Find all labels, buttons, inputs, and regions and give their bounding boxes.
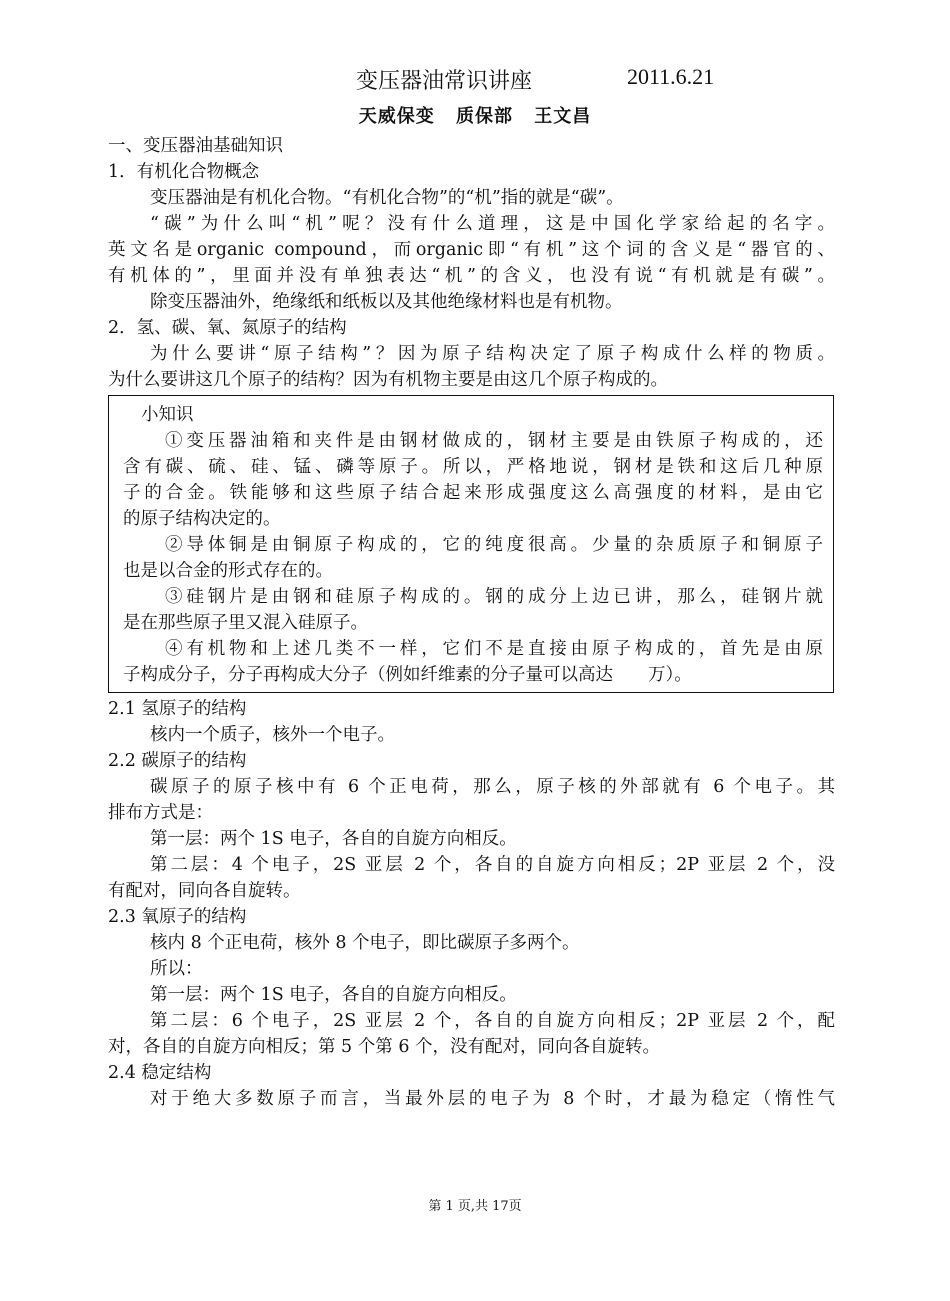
text-line: 第二层：6 个电子，2S 亚层 2 个，各自的自旋方向相反；2P 亚层 2 个，配 <box>150 1011 835 1031</box>
text-line: 核内一个质子，核外一个电子。 <box>150 725 395 745</box>
text-line: 2.3 氧原子的结构 <box>108 907 247 927</box>
text-line: 除变压器油外，绝缘纸和纸板以及其他绝缘材料也是有机物。 <box>150 292 623 312</box>
text-line: 有配对，同向各自旋转。 <box>108 881 301 901</box>
tip-text-line: 也是以合金的形式存在的。 <box>123 561 333 581</box>
intro-section <box>108 133 835 393</box>
tip-text-line: ②导体铜是由铜原子构成的，它的纯度很高。少量的杂质原子和铜原子 <box>165 535 823 555</box>
document-body <box>108 133 835 1112</box>
text-line: 对于绝大多数原子而言，当最外层的电子为 8 个时，才最为稳定（惰性气 <box>150 1089 835 1109</box>
tip-box-title: 小知识 <box>141 405 194 425</box>
page-footer: 第 1 页,共 17页 <box>428 1199 522 1214</box>
text-line: 一、变压器油基础知识 <box>108 136 283 156</box>
text-line: 有机体的”，里面并没有单独表达“机”的含义，也没有说“有机就是有碳”。 <box>108 266 835 286</box>
text-line: 英文名是organic compound，而organic即“有机”这个词的含义是“器官的、 <box>108 240 835 260</box>
tip-text-line: 子构成分子，分子再构成大分子（例如纤维素的分子量可以高达 万）。 <box>123 665 692 685</box>
author-line: 天威保变 质保部 王文昌 <box>358 106 592 127</box>
text-line: 2.4 稳定结构 <box>108 1063 212 1083</box>
tip-text-line: 是在那些原子里又混入硅原子。 <box>123 613 368 633</box>
tip-text-line: 的原子结构决定的。 <box>123 509 281 529</box>
text-line: 2．氢、碳、氧、氮原子的结构 <box>108 318 347 338</box>
text-line: 第一层：两个 1S 电子，各自的自旋方向相反。 <box>150 985 517 1005</box>
tip-text-line: ①变压器油箱和夹件是由钢材做成的，钢材主要是由铁原子构成的，还 <box>165 431 823 451</box>
text-line: 排布方式是： <box>108 803 213 823</box>
tip-box <box>108 395 834 693</box>
text-line: 核内 8 个正电荷，核外 8 个电子，即比碳原子多两个。 <box>150 933 580 953</box>
text-line: 为什么要讲“原子结构”？因为原子结构决定了原子构成什么样的物质。 <box>150 344 835 364</box>
title-row <box>0 64 950 98</box>
tip-text-line: ④有机物和上述几类不一样，它们不是直接由原子构成的，首先是由原 <box>165 639 823 659</box>
text-line: 1．有机化合物概念 <box>108 162 260 182</box>
text-line: 第二层：4 个电子，2S 亚层 2 个，各自的自旋方向相反；2P 亚层 2 个，没 <box>150 855 835 875</box>
text-line: 第一层：两个 1S 电子，各自的自旋方向相反。 <box>150 829 517 849</box>
atom-structure-section <box>108 696 835 1112</box>
tip-text-line: 含有碳、硫、硅、锰、磷等原子。所以，严格地说，钢材是铁和这后几种原 <box>123 457 823 477</box>
text-line: 对，各自的自旋方向相反；第 5 个第 6 个，没有配对，同向各自旋转。 <box>108 1037 661 1057</box>
tip-text-line: 子的合金。铁能够和这些原子结合起来形成强度这么高强度的材料，是由它 <box>123 483 823 503</box>
text-line: 2.2 碳原子的结构 <box>108 751 247 771</box>
title-date: 2011.6.21 <box>627 64 715 89</box>
text-line: 所以： <box>150 959 203 979</box>
tip-text-line: ③硅钢片是由钢和硅原子构成的。钢的成分上边已讲，那么，硅钢片就 <box>165 587 823 607</box>
text-line: 2.1 氢原子的结构 <box>108 699 247 719</box>
tip-box-content <box>123 428 823 688</box>
text-line: 碳原子的原子核中有 6 个正电荷，那么，原子核的外部就有 6 个电子。其 <box>150 777 835 797</box>
text-line: “碳”为什么叫“机”呢？没有什么道理，这是中国化学家给起的名字。 <box>150 214 835 234</box>
text-line: 为什么要讲这几个原子的结构？因为有机物主要是由这几个原子构成的。 <box>108 370 668 390</box>
text-line: 变压器油是有机化合物。“有机化合物”的“机”指的就是“碳”。 <box>150 188 624 208</box>
page-title: 变压器油常识讲座 <box>356 69 533 94</box>
